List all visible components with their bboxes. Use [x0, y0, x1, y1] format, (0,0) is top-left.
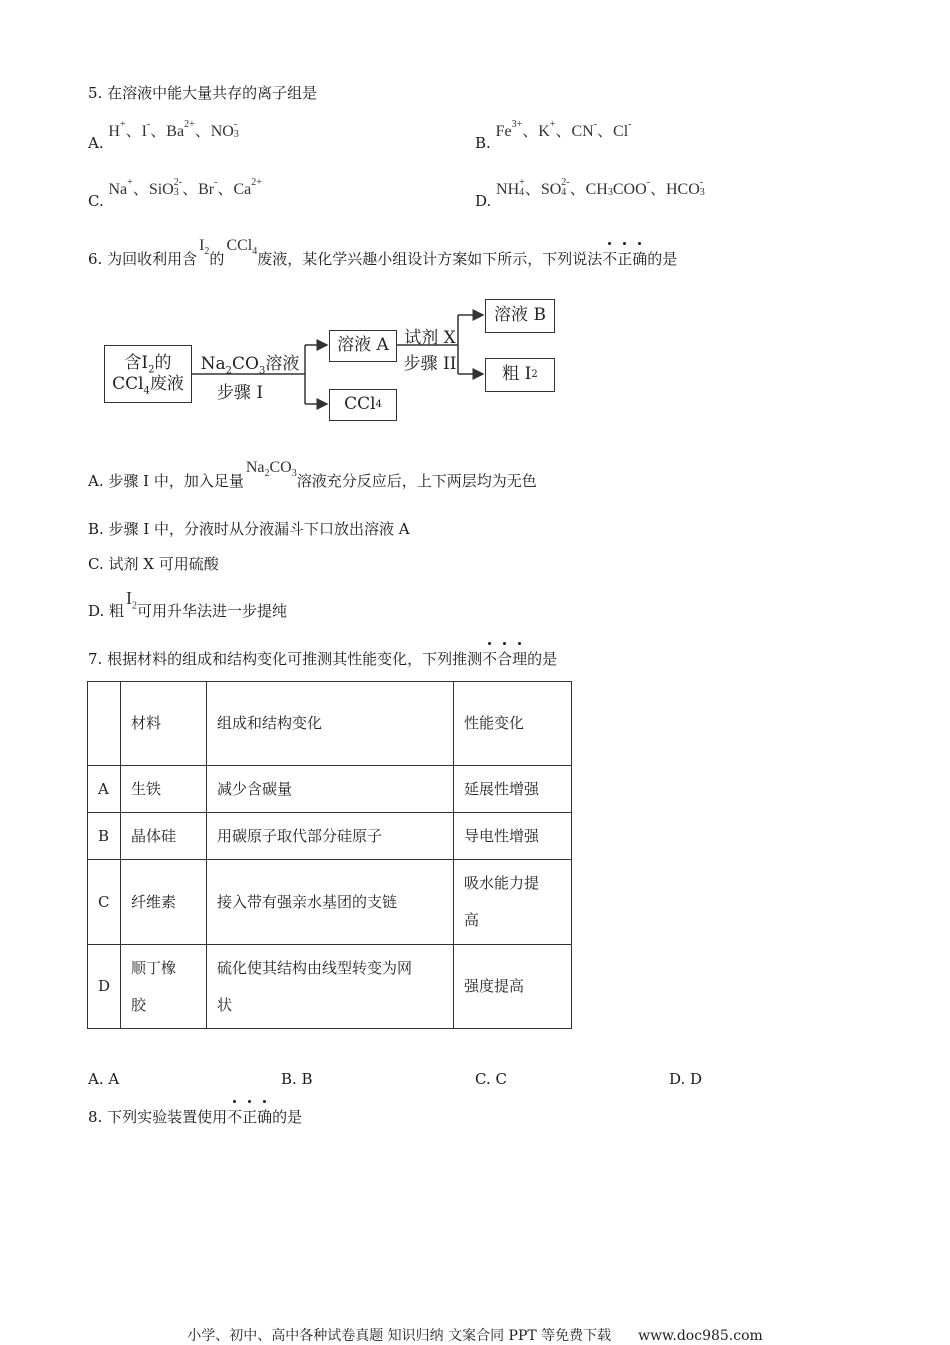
- option-letter: A.: [88, 134, 104, 152]
- emphasis-char: 不: [602, 250, 618, 268]
- row-material: 生铁: [121, 766, 207, 813]
- footer-text: 小学、初中、高中各种试卷真题 知识归纳 文案合同 PPT 等免费下载: [187, 1328, 612, 1344]
- emphasis-char: 不: [227, 1108, 243, 1126]
- q5-stem: 5. 在溶液中能大量共存的离子组是: [88, 84, 318, 102]
- q8-stem: 8. 下列实验装置使用不正确的是: [88, 1108, 303, 1126]
- ccl4-formula: CCl$_4$: [226, 237, 258, 258]
- solution-b-box: 溶液 B: [485, 299, 555, 333]
- option-letter: D.: [475, 192, 492, 210]
- row-change: 接入带有强亲水基团的支链: [207, 860, 454, 945]
- row-key: C: [88, 860, 121, 945]
- emphasis-char: 正: [617, 250, 633, 268]
- row-material: 纤维素: [121, 860, 207, 945]
- emphasis-char: 正: [242, 1108, 258, 1126]
- ion-list: Na + 、SiO 2- 3 、Br - 、Ca 2+: [108, 177, 262, 199]
- ion: SiO 2- 3: [148, 177, 183, 199]
- ion-list: Fe 3+ 、K + 、CN - 、Cl -: [495, 119, 632, 140]
- step1-label: 步骤 I: [216, 383, 264, 403]
- ion: SO 2- 4: [540, 177, 570, 199]
- row-material: 顺丁橡 胶: [121, 945, 207, 1029]
- table-row: [88, 813, 572, 860]
- row-change: 硫化使其结构由线型转变为网 状: [207, 945, 454, 1029]
- table-header-cell: 材料: [121, 682, 207, 766]
- row-change: 用碳原子取代部分硅原子: [207, 813, 454, 860]
- footer-link[interactable]: www.doc985.com: [638, 1328, 763, 1344]
- diagram-arrows: [0, 0, 950, 450]
- emphasis-char: 理: [512, 650, 528, 668]
- ccl4-box: CCl 4: [329, 389, 397, 421]
- ion: Br -: [198, 177, 218, 198]
- ion: CN -: [571, 119, 598, 140]
- ion: K +: [538, 119, 556, 140]
- ion: Na +: [108, 177, 133, 198]
- q6-stem: 6. 为回收利用含$I_2$的CCl$_4$废液，某化学兴趣小组设计方案如下所示，下列说法不正确的是: [88, 237, 678, 268]
- row-change: 减少含碳量: [207, 766, 454, 813]
- q6-option-d[interactable]: D. 粗$I_2$可用升华法进一步提纯: [88, 588, 288, 620]
- step2-reagent-label: 试剂 X: [404, 328, 456, 348]
- table-row: [88, 860, 572, 945]
- emphasis-char: 确: [257, 1108, 273, 1126]
- table-header-row: [88, 682, 572, 766]
- ion: H +: [108, 119, 126, 140]
- q6-option-b[interactable]: B. 步骤 I 中，分液时从分液漏斗下口放出溶液 A: [88, 520, 410, 538]
- ion: Cl -: [613, 119, 632, 140]
- option-letter: C.: [88, 192, 104, 210]
- table-header-cell: 组成和结构变化: [207, 682, 454, 766]
- i2-formula: $I_2$: [126, 588, 138, 612]
- row-key: B: [88, 813, 121, 860]
- q7-answer-a[interactable]: A. A: [88, 1070, 120, 1088]
- option-letter: B.: [475, 134, 491, 152]
- ion: Ba 2+: [166, 119, 195, 140]
- q6-option-a[interactable]: A. 步骤 I 中，加入足量$Na_2CO_3$溶液充分反应后，上下两层均为无色: [88, 459, 537, 490]
- materials-table: [87, 681, 572, 1029]
- row-property: 延展性增强: [454, 766, 572, 813]
- ion: CH 3: [585, 181, 613, 199]
- row-key: D: [88, 945, 121, 1029]
- q7-answer-d[interactable]: D. D: [669, 1070, 703, 1088]
- ion: Ca 2+: [233, 177, 262, 198]
- step2-label: 步骤 II: [403, 354, 457, 374]
- q6-option-c[interactable]: C. 试剂 X 可用硫酸: [88, 555, 219, 573]
- emphasis-char: 确: [632, 250, 648, 268]
- ion: COO -: [612, 177, 650, 198]
- q7-answer-b[interactable]: B. B: [281, 1070, 313, 1088]
- table-row: [88, 945, 572, 1029]
- ion-list: H + 、I - 、Ba 2+ 、NO - 3: [108, 119, 239, 141]
- ion: NO - 3: [210, 119, 239, 141]
- i2-formula: $I_2$: [199, 237, 210, 258]
- ion-list: NH + 4 、SO 2- 4 、CH 3 COO - 、HCO - 3: [496, 177, 705, 199]
- ion: Fe 3+: [495, 119, 523, 140]
- row-material: 晶体硅: [121, 813, 207, 860]
- q7-answer-c[interactable]: C. C: [475, 1070, 507, 1088]
- ion: I -: [141, 119, 151, 140]
- row-property: 导电性增强: [454, 813, 572, 860]
- solution-a-box: 溶液 A: [329, 330, 397, 362]
- emphasis-char: 合: [497, 650, 513, 668]
- diagram-start-box: 含$I_2$的 CCl$_4$废液: [104, 345, 192, 403]
- na2co3-formula: $Na_2CO_3$: [245, 459, 297, 480]
- row-key: A: [88, 766, 121, 813]
- ion: HCO - 3: [666, 177, 705, 199]
- step1-reagent-label: $Na_2CO_3$溶液: [200, 354, 300, 377]
- ion: NH + 4: [496, 177, 525, 199]
- crude-i2-box: 粗 I 2: [485, 358, 555, 392]
- row-property: 强度提高: [454, 945, 572, 1029]
- table-header-cell: 性能变化: [454, 682, 572, 766]
- table-row: [88, 766, 572, 813]
- table-header-cell: [88, 682, 121, 766]
- row-property: 吸水能力提 高: [454, 860, 572, 945]
- page-footer: [0, 1325, 950, 1345]
- emphasis-char: 不: [482, 650, 498, 668]
- q7-stem: 7. 根据材料的组成和结构变化可推测其性能变化，下列推测不合理的是: [88, 650, 558, 668]
